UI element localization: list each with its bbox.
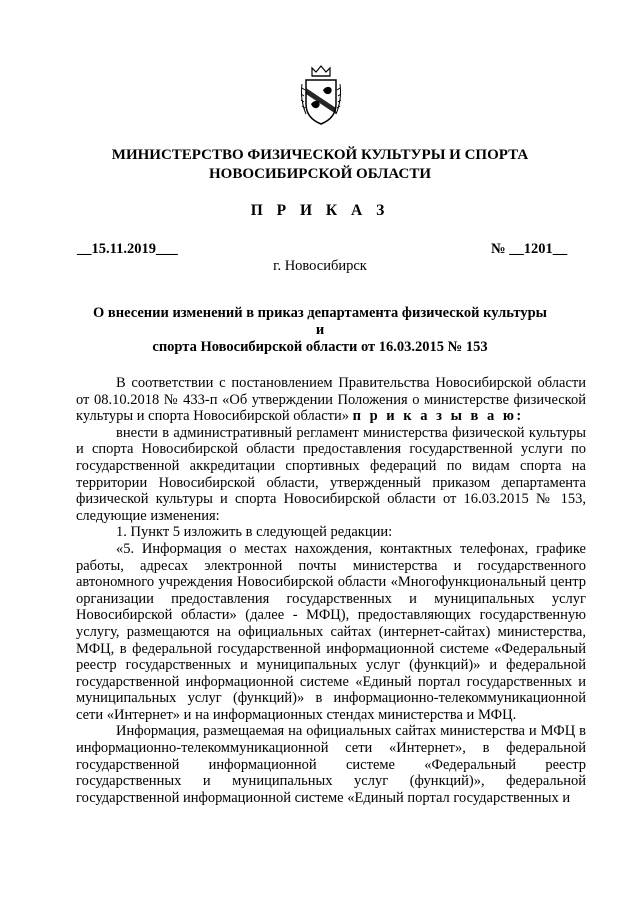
- order-number: № __1201__: [491, 241, 568, 257]
- document-type: П Р И К А З: [250, 202, 390, 219]
- order-subject-line2: спорта Новосибирской области от 16.03.2015 № 153: [152, 339, 488, 355]
- order-subject: [90, 305, 550, 356]
- order-date: __15.11.2019___: [77, 241, 178, 257]
- preamble-text: В соответствии с постановлением Правительства Новосибирской области от 08.10.2018 № 433-п «Об утверждении Положения о министерстве физической культуры и спорта Новосибирской области»: [76, 375, 586, 425]
- order-directive: п р и к а з ы в а ю:: [352, 408, 524, 425]
- body-paragraph-preamble: [76, 375, 586, 425]
- coat-of-arms-icon: [298, 64, 344, 128]
- body-paragraph-item1: 1. Пункт 5 изложить в следующей редакции:: [116, 524, 393, 541]
- ministry-name-line2: НОВОСИБИРСКОЙ ОБЛАСТИ: [208, 166, 432, 182]
- body-paragraph-clause5: «5. Информация о местах нахождения, контактных телефонах, графике работы, адресах электронной почты министерства и государственного автономного учреждения Новосибирской области «Многофункциональный центр организации предоставления государственных и муниципальных услуг Новосибирской области» (далее - МФЦ), предоставляющих государственную услугу, размещаются на официальных сайтах (интернет-сайтах) министерства, МФЦ, в федеральной государственной информационной системе «Федеральный реестр государственных и муниципальных услуг (функций)» и федеральной государственной информационной системе «Единый портал государственных и муниципальных услуг (функций)» в информационно-телекоммуникационной сети «Интернет» и на информационных стендах министерства и МФЦ.: [76, 540, 586, 723]
- body-paragraph-amend: внести в административный регламент министерства физической культуры и спорта Новосибирской области предоставления государственной услуги по государственной аккредитации спортивных федераций по видам спорта на территории Новосибирской области, утвержденный приказом департамента физической культуры и спорта Новосибирской области от 16.03.2015 № 153, следующие изменения:: [76, 424, 586, 524]
- order-body: [76, 375, 586, 806]
- body-paragraph-info: Информация, размещаемая на официальных сайтах министерства и МФЦ в информационно-телекоммуникационной сети «Интернет», в федеральной государственной информационной системе «Федеральный реестр государственных и муниципальных услуг (функций)», федеральной государственной информационной системе «Единый портал государственных и: [76, 723, 586, 806]
- ministry-name: [60, 146, 580, 184]
- order-subject-line1: О внесении изменений в приказ департамента физической культуры и: [93, 305, 547, 338]
- ministry-name-line1: МИНИСТЕРСТВО ФИЗИЧЕСКОЙ КУЛЬТУРЫ И СПОРТА: [111, 147, 529, 163]
- city-name: г. Новосибирск: [273, 258, 367, 274]
